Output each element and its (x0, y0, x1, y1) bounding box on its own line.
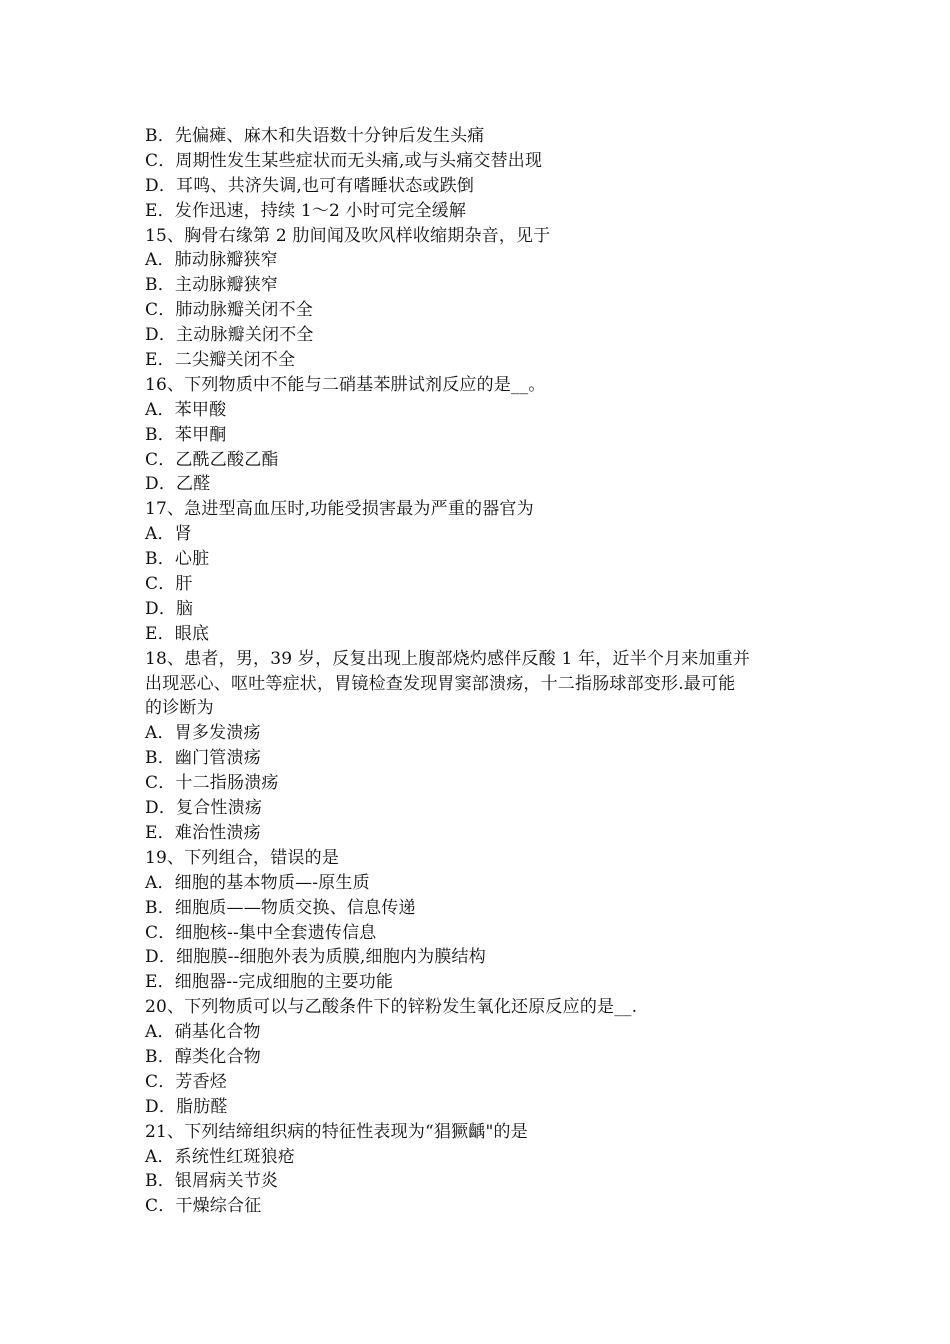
question-19: 19、下列组合，错误的是 (145, 847, 340, 868)
option-e-q14: E．发作迅速，持续 1～2 小时可完全缓解 (145, 200, 467, 221)
option-e-q15: E．二尖瓣关闭不全 (145, 350, 296, 371)
option-d-q18: D．复合性溃疡 (145, 798, 263, 819)
option-b-q18: B．幽门管溃疡 (145, 748, 261, 769)
option-b-q21: B．银屑病关节炎 (145, 1171, 279, 1192)
option-d-q15: D．主动脉瓣关闭不全 (145, 325, 314, 346)
option-b-q17: B．心脏 (145, 549, 210, 570)
option-d-q16: D．乙醛 (145, 474, 211, 495)
option-c-q15: C．肺动脉瓣关闭不全 (145, 300, 314, 321)
question-17: 17、急进型高血压时,功能受损害最为严重的器官为 (145, 499, 534, 520)
option-c-q18: C．十二指肠溃疡 (145, 773, 279, 794)
option-a-q17: A．肾 (145, 524, 192, 545)
question-15: 15、胸骨右缘第 2 肋间闻及吹风样收缩期杂音，见于 (145, 225, 551, 246)
document-body (145, 124, 815, 1219)
question-18-line-1: 18、患者，男，39 岁，反复出现上腹部烧灼感伴反酸 1 年，近半个月来加重并 (145, 648, 751, 669)
option-a-q15: A．肺动脉瓣狭窄 (145, 250, 278, 271)
option-d-q14: D．耳鸣、共济失调,也可有嗜睡状态或跌倒 (145, 175, 475, 196)
option-e-q17: E．眼底 (145, 623, 210, 644)
option-b-q20: B．醇类化合物 (145, 1046, 261, 1067)
option-a-q16: A．苯甲酸 (145, 399, 227, 420)
option-d-q19: D．细胞膜--细胞外表为质膜,细胞内为膜结构 (145, 947, 486, 968)
option-c-q17: C．肝 (145, 574, 193, 595)
question-18-line-2: 出现恶心、呕吐等症状，胃镜检查发现胃窦部溃疡，十二指肠球部变形.最可能 (145, 673, 736, 694)
question-20: 20、下列物质可以与乙酸条件下的锌粉发生氧化还原反应的是__. (145, 997, 638, 1018)
option-c-q21: C．干燥综合征 (145, 1196, 262, 1217)
option-e-q19: E．细胞器--完成细胞的主要功能 (145, 972, 394, 993)
option-b-q16: B．苯甲酮 (145, 424, 227, 445)
option-d-q17: D．脑 (145, 598, 194, 619)
option-e-q18: E．难治性溃疡 (145, 822, 261, 843)
question-16: 16、下列物质中不能与二硝基苯肼试剂反应的是__。 (145, 374, 546, 395)
option-a-q19: A．细胞的基本物质—-原生质 (145, 872, 370, 893)
option-d-q20: D．脂肪醛 (145, 1096, 228, 1117)
question-21: 21、下列结缔组织病的特征性表现为“猖獗齲"的是 (145, 1121, 528, 1142)
option-a-q20: A．硝基化合物 (145, 1022, 261, 1043)
option-a-q21: A．系统性红斑狼疮 (145, 1146, 296, 1167)
option-c-q19: C．细胞核--集中全套遗传信息 (145, 922, 377, 943)
option-c-q16: C．乙酰乙酸乙酯 (145, 449, 279, 470)
option-b-q19: B．细胞质——物质交换、信息传递 (145, 897, 416, 918)
option-c-q14: C．周期性发生某些症状而无头痛,或与头痛交替出现 (145, 150, 543, 171)
option-a-q18: A．胃多发溃疡 (145, 723, 261, 744)
option-c-q20: C．芳香烃 (145, 1071, 228, 1092)
question-18-line-3: 的诊断为 (145, 698, 214, 719)
option-b-q15: B．主动脉瓣狭窄 (145, 275, 279, 296)
option-b-q14: B．先偏瘫、麻木和失语数十分钟后发生头痛 (145, 126, 485, 146)
